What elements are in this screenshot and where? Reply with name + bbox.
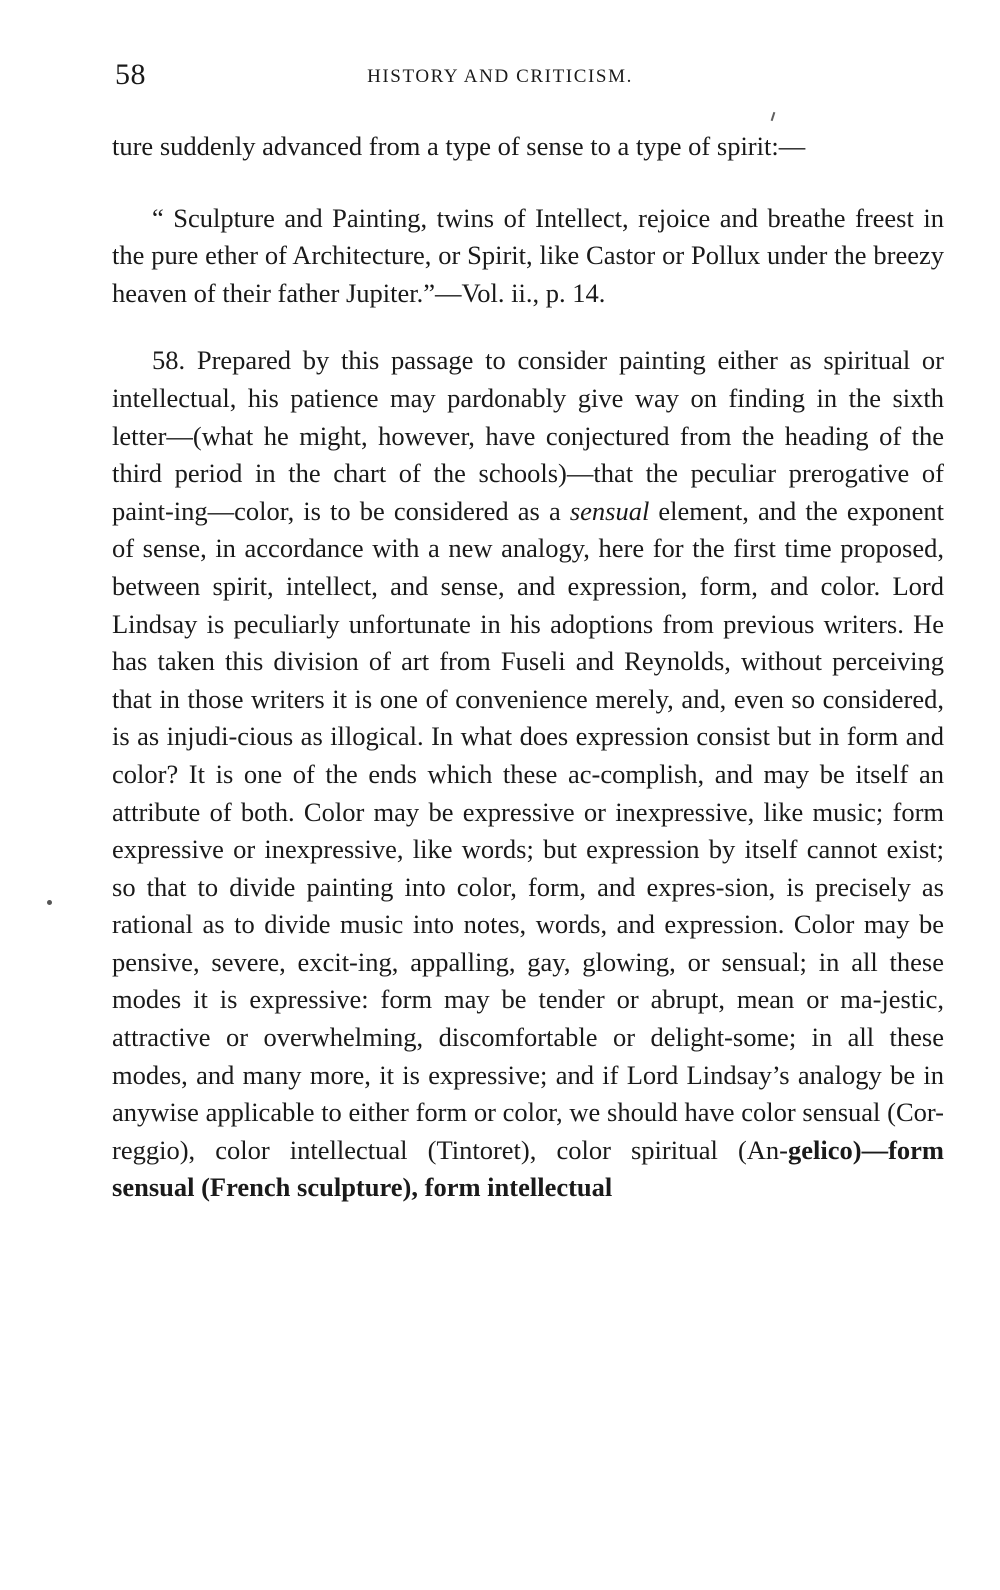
page-body — [112, 128, 944, 1207]
paragraph-continuation: ture suddenly advanced from a type of sense to a type of spirit:— — [112, 131, 806, 161]
emphasis-sensual: sensual — [569, 495, 650, 526]
main-text-part-two: element, and the exponent of sense, in accordance with a new analogy, here for the first time proposed, between spirit, intellect, and sense, and expression, form, and color. Lord Lindsay is peculiarly unfortunate in his adoptions from previous writers. He has taken this division of art from Fuseli and Reynolds, without perceiving that in those writers it is one of convenience merely, and, even so considered, is as injudi-cious as illogical. In what does expression consist but in form and color? It is one of the ends which these ac-complish, and may be itself an attribute of both. Color may be expressive or inexpressive, like music; form expressive or inexpressive, like words; but expression by itself cannot exist; so that to divide painting into color, form, and expres-sion, is precisely as rational as to divide music into notes, words, and expression. Color may be pensive, severe, excit-ing, appalling, gay, glowing, or sensual; in all these modes it is expressive: form may be tender or abrupt, mean or ma-jestic, attractive or overwhelming, discomfortable or delight-some; in all these modes, and many more, it is expressive; and if Lord Lindsay’s analogy be in anywise applicable to either form or color, we should have color sensual (Cor-reggio), color intellectual (Tintoret), color spiritual (An- — [112, 495, 944, 1165]
main-text-bold-tail: gelico)—form sensual (French sculpture), form intellectual — [112, 1134, 944, 1203]
paragraph-main — [112, 342, 944, 1207]
page-number: 58 — [115, 58, 146, 91]
main-text-part-one: Prepared by this passage to consider painting either as spiritual or intellectual, his patience may pardonably give way on finding in the sixth letter—(what he might, however, have conjectured from the heading of the third period in the chart of the schools)—that the peculiar prerogative of paint-ing—color, is to be considered as a — [112, 345, 945, 526]
running-title: HISTORY AND CRITICISM. — [367, 66, 633, 87]
paragraph-blockquote: “ Sculpture and Painting, twins of Intellect, rejoice and breathe freest in the pure ether of Architecture, or Spirit, like Castor or Pollux under the breezy heaven of their father Jupiter.”—Vol. ii., p. 14. — [112, 202, 944, 308]
stray-ink-mark-top — [771, 112, 776, 121]
page-header — [110, 58, 890, 94]
section-number: 58. — [152, 345, 186, 376]
stray-ink-mark-left — [47, 900, 52, 905]
